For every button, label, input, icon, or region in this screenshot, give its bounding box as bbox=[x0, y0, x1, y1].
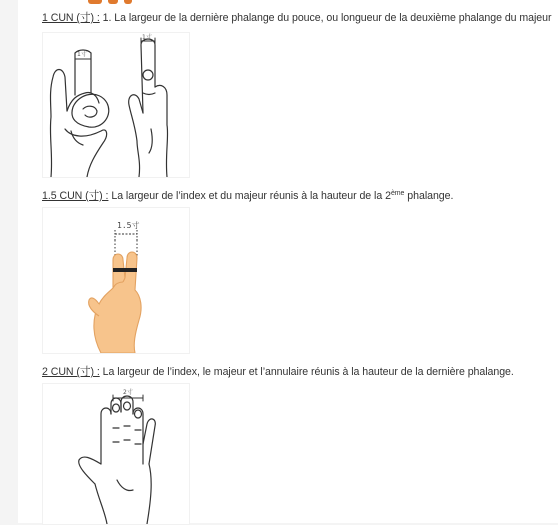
cun-2-illustration bbox=[42, 383, 190, 525]
measure-band bbox=[113, 268, 137, 272]
measure-label: 2寸 bbox=[123, 389, 133, 396]
left-measure-label: 1寸 bbox=[77, 51, 87, 58]
cun-2-text: La largeur de l’index, le majeur et l’annulaire réunis à la hauteur de la dernière phalange. bbox=[99, 366, 514, 378]
cun-1-5-text: La largeur de l’index et du majeur réunis à la hauteur de la 2 bbox=[108, 190, 391, 202]
cun-1-description bbox=[42, 10, 551, 25]
cun-1-5-text-end: phalange. bbox=[404, 190, 454, 202]
cun-1-term: 1 CUN (寸) : bbox=[42, 12, 100, 24]
cun-2-description bbox=[42, 364, 514, 379]
hand-drawing bbox=[89, 252, 141, 353]
cun-1-5-superscript: ème bbox=[390, 190, 405, 197]
cun-1-illustration bbox=[42, 32, 190, 178]
cun-1-5-illustration bbox=[42, 207, 190, 354]
cun-2-term: 2 CUN (寸) : bbox=[42, 366, 100, 378]
cun-1-5-term: 1.5 CUN (寸) : bbox=[42, 190, 109, 202]
cun-1-text: 1. La largeur de la dernière phalange du pouce, ou longueur de la deuxième phalange du majeur bbox=[99, 12, 552, 24]
content-page bbox=[18, 0, 558, 523]
left-hand-drawing bbox=[50, 50, 108, 177]
right-measure-label: 1寸 bbox=[142, 34, 152, 41]
right-hand-drawing bbox=[129, 39, 168, 177]
cun-1-5-description bbox=[42, 188, 453, 203]
header-decoration bbox=[88, 0, 148, 4]
measure-label: 1.5寸 bbox=[117, 221, 140, 230]
hand-drawing bbox=[79, 396, 156, 524]
